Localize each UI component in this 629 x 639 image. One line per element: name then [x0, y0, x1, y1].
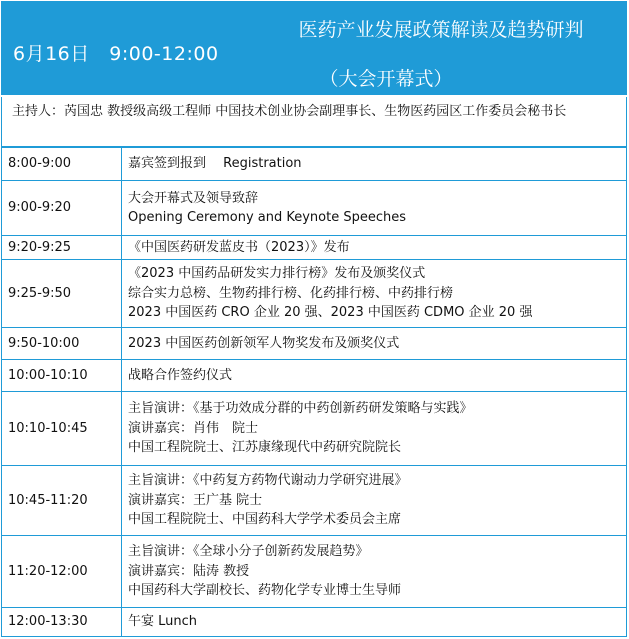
- schedule-line: 嘉宾签到报到 Registration: [128, 156, 302, 172]
- schedule-row: [2, 466, 627, 536]
- schedule-description: [122, 392, 627, 466]
- schedule-line: 主旨演讲：《中药复方药物代谢动力学研究进展》: [128, 473, 408, 489]
- schedule-line: 战略合作签约仪式: [128, 367, 233, 383]
- schedule-description: [122, 466, 627, 536]
- schedule-description: [122, 260, 627, 328]
- schedule-line: 综合实力总榜、生物药排行榜、化药排行榜、中药排行榜: [128, 285, 454, 301]
- schedule-line: 2023 中国医药创新领军人物奖发布及颁奖仪式: [128, 335, 400, 351]
- schedule-line: Opening Ceremony and Keynote Speeches: [128, 210, 407, 225]
- schedule-time: 11:20-12:00: [2, 536, 122, 608]
- schedule-row: [2, 392, 627, 466]
- schedule-time: 10:00-10:10: [2, 360, 122, 392]
- schedule-time: 12:00-13:30: [2, 608, 122, 637]
- schedule-time: 9:50-10:00: [2, 328, 122, 360]
- schedule-line: 《2023 中国药品研发实力排行榜》发布及颁奖仪式: [128, 266, 426, 282]
- schedule-time: 8:00-9:00: [2, 148, 122, 181]
- schedule-line: 大会开幕式及领导致辞: [128, 190, 259, 206]
- schedule-row: [2, 181, 627, 236]
- schedule-description: [122, 181, 627, 236]
- schedule-line: 主旨演讲：《基于功效成分群的中药创新药研发策略与实践》: [128, 401, 473, 417]
- schedule-time: 10:45-11:20: [2, 466, 122, 536]
- schedule-row: [2, 608, 627, 637]
- schedule-row: [2, 328, 627, 360]
- schedule-description: [122, 608, 627, 637]
- schedule-row: [2, 536, 627, 608]
- schedule-line: 主旨演讲：《全球小分子创新药发展趋势》: [128, 544, 369, 560]
- schedule-line: 演讲嘉宾：王广基 院士: [128, 492, 263, 508]
- host-info: 主持人：芮国忠 教授级高级工程师 中国技术创业协会副理事长、生物医药园区工作委员会秘书长: [1, 97, 627, 147]
- session-header: [1, 1, 627, 95]
- schedule-line: 中国工程院院士、江苏康缘现代中药研究院院长: [128, 440, 402, 456]
- schedule-description: [122, 236, 627, 260]
- schedule-row: [2, 260, 627, 328]
- schedule-line: 《中国医药研发蓝皮书（2023）》发布: [128, 239, 350, 255]
- schedule-line: 午宴 Lunch: [128, 614, 198, 630]
- session-title: 医药产业发展政策解读及趋势研判: [298, 19, 584, 41]
- schedule-description: [122, 148, 627, 181]
- schedule-description: [122, 360, 627, 392]
- schedule-description: [122, 536, 627, 608]
- schedule-description: [122, 328, 627, 360]
- schedule-line: 演讲嘉宾：肖伟 院士: [128, 420, 259, 436]
- schedule-time: 10:10-10:45: [2, 392, 122, 466]
- schedule-row: [2, 148, 627, 181]
- session-date-time: 6月16日 9:00-12:00: [13, 43, 219, 65]
- schedule-row: [2, 236, 627, 260]
- schedule-time: 9:00-9:20: [2, 181, 122, 236]
- schedule-time: 9:25-9:50: [2, 260, 122, 328]
- schedule-line: 2023 中国医药 CRO 企业 20 强、2023 中国医药 CDMO 企业 20 强: [128, 305, 533, 321]
- schedule-line: 中国药科大学副校长、药物化学专业博士生导师: [128, 583, 402, 599]
- schedule-row: [2, 360, 627, 392]
- schedule-line: 中国工程院院士、中国药科大学学术委员会主席: [128, 512, 402, 528]
- schedule-line: 演讲嘉宾：陆涛 教授: [128, 563, 250, 579]
- session-subtitle: （大会开幕式）: [319, 68, 453, 90]
- schedule-table: [1, 147, 627, 637]
- schedule-time: 9:20-9:25: [2, 236, 122, 260]
